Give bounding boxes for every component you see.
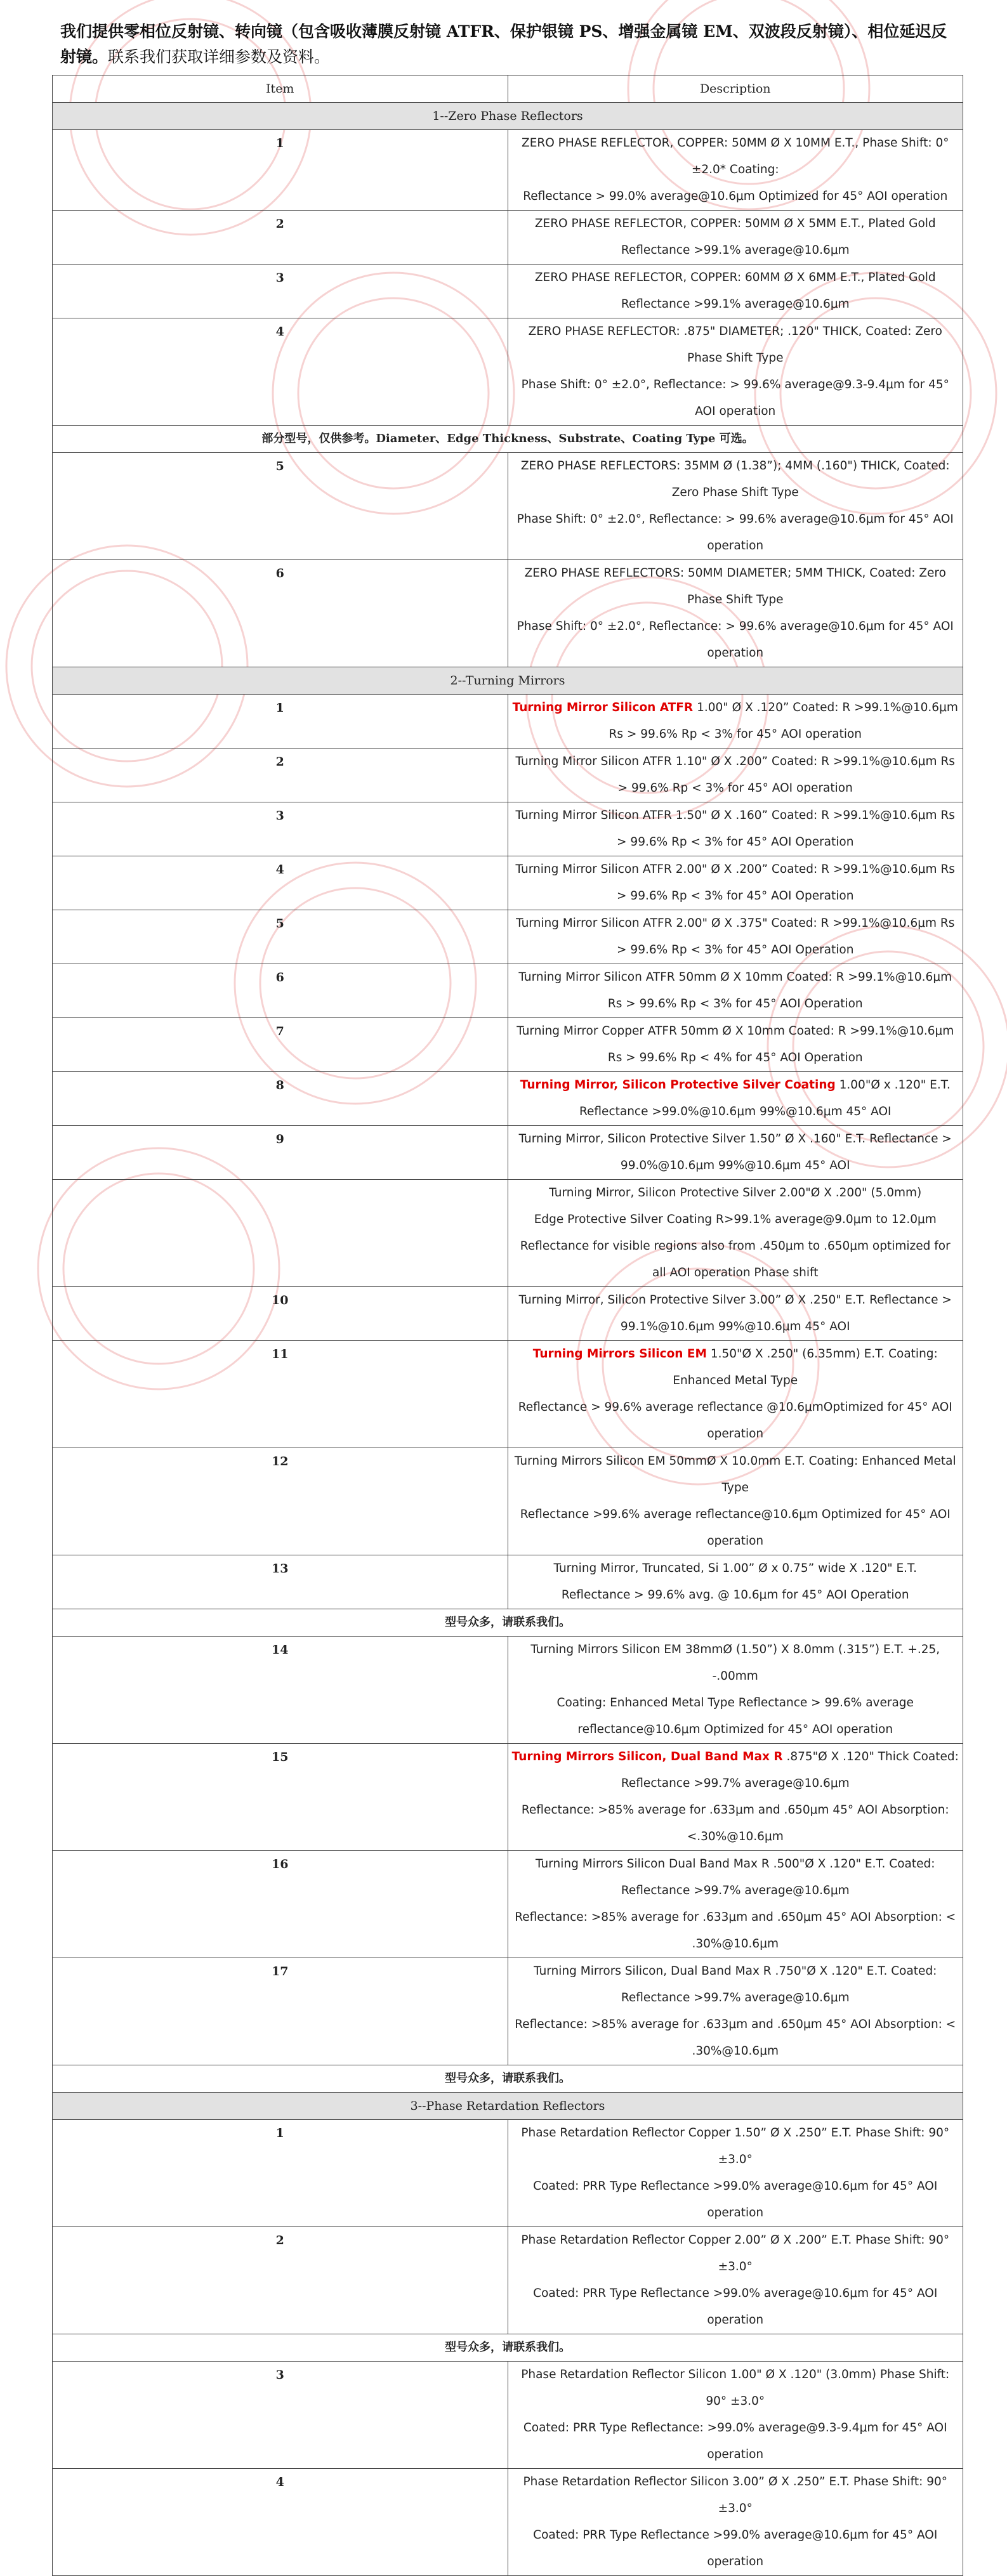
description-text: Turning Mirror, Silicon Protective Silver 2.00"Ø X .200" (5.0mm) [549, 1186, 922, 1200]
description-line [512, 2415, 959, 2468]
description-text: Coated: PRR Type Reflectance: >99.0% average@9.3-9.4μm for 45° AOI operation [523, 2421, 947, 2461]
description-line [512, 910, 959, 964]
description-text: Turning Mirrors Silicon Dual Band Max R .500"Ø X .120" E.T. Coated: Reflectance >99.7% average@10.6μm [536, 1857, 935, 1897]
item-description [508, 130, 963, 211]
item-description [508, 964, 963, 1018]
section-title: 3--Phase Retardation Reflectors [53, 2093, 963, 2120]
table-row [53, 1180, 963, 1287]
section-header-row [53, 103, 963, 130]
description-text: Coated: PRR Type Reflectance >99.0% average@10.6μm for 45° AOI operation [533, 2287, 938, 2327]
item-description [508, 1287, 963, 1341]
table-row [53, 1851, 963, 1958]
description-line [512, 506, 959, 559]
item-number: 4 [53, 856, 508, 910]
description-text: ZERO PHASE REFLECTOR, COPPER: 50MM Ø X 5MM E.T., Plated Gold Reflectance >99.1% average@10.6μm [534, 217, 936, 257]
item-description [508, 318, 963, 426]
highlighted-product-name: Turning Mirrors Silicon, Dual Band Max R [511, 1750, 783, 1763]
table-row [53, 2469, 963, 2576]
description-line [512, 1126, 959, 1179]
item-description [508, 1448, 963, 1555]
item-description [508, 802, 963, 856]
table-row [53, 749, 963, 802]
description-text: Turning Mirror Silicon ATFR 2.00" Ø X .200” Coated: R >99.1%@10.6μm Rs > 99.6% Rp < 3% for 45° AOI Operation [515, 863, 955, 903]
item-number: 17 [53, 1958, 508, 2065]
description-line [512, 1206, 959, 1233]
description-text: ZERO PHASE REFLECTORS: 35MM Ø (1.38”); 4MM (.160") THICK, Coated: Zero Phase Shift Type [520, 459, 950, 499]
description-text: Reflectance: >85% average for .633μm and .650μm 45° AOI Absorption: < .30%@10.6μm [515, 1911, 956, 1951]
item-description [508, 1341, 963, 1448]
description-line [512, 1072, 959, 1125]
description-text: Phase Shift: 0° ±2.0°, Reflectance: > 99.6% average@10.6μm for 45° AOI operation [517, 513, 954, 552]
description-line [512, 318, 959, 372]
table-body [53, 103, 963, 2576]
description-line [512, 2280, 959, 2334]
item-number: 4 [53, 318, 508, 426]
item-description [508, 265, 963, 318]
description-line [512, 1958, 959, 2011]
table-row [53, 211, 963, 265]
description-line [512, 1448, 959, 1501]
description-text: Turning Mirrors Silicon EM 38mmØ (1.50”) X 8.0mm (.315”) E.T. +.25, -.00mm [530, 1643, 940, 1683]
item-number: 2 [53, 211, 508, 265]
description-line [512, 1555, 959, 1582]
table-row [53, 2120, 963, 2227]
table-row [53, 964, 963, 1018]
item-number: 1 [53, 130, 508, 211]
description-line [512, 613, 959, 667]
item-description [508, 1126, 963, 1180]
table-row [53, 2227, 963, 2334]
description-line [512, 1851, 959, 1904]
table-row [53, 560, 963, 667]
item-number: 5 [53, 910, 508, 964]
item-number: 12 [53, 1448, 508, 1555]
table-row [53, 1958, 963, 2065]
description-text: Reflectance > 99.0% average@10.6μm Optimized for 45° AOI operation [523, 190, 948, 203]
description-text: 1.00"Ø x .120" E.T. Reflectance >99.0%@10.6μm 99%@10.6μm 45° AOI [579, 1078, 951, 1118]
description-text: Turning Mirror Silicon ATFR 1.50" Ø X .160” Coated: R >99.1%@10.6μm Rs > 99.6% Rp < 3% for 45° AOI Operation [515, 809, 955, 849]
item-number: 3 [53, 265, 508, 318]
description-text: Turning Mirror Silicon ATFR 1.10" Ø X .200” Coated: R >99.1%@10.6μm Rs > 99.6% Rp < 3% for 45° AOI operation [515, 755, 955, 795]
item-description [508, 560, 963, 667]
note-text: 部分型号，仅供参考。Diameter、Edge Thickness、Substrate、Coating Type 可选。 [53, 426, 963, 453]
description-text: Phase Retardation Reflector Copper 1.50” Ø X .250” E.T. Phase Shift: 90° ±3.0° [521, 2126, 950, 2166]
table-row [53, 1448, 963, 1555]
note-row [53, 2065, 963, 2093]
table-row [53, 1341, 963, 1448]
description-text: Turning Mirror Silicon ATFR 50mm Ø X 10mm Coated: R >99.1%@10.6μm Rs > 99.6% Rp < 3% for 45° AOI Operation [518, 971, 952, 1010]
description-line [512, 1180, 959, 1206]
description-line [512, 2522, 959, 2575]
item-description [508, 749, 963, 802]
table-row [53, 802, 963, 856]
item-number: 4 [53, 2469, 508, 2576]
description-line [512, 130, 959, 183]
description-text: Coating: Enhanced Metal Type Reflectance > 99.6% average reflectance@10.6μm Optimized for 45° AOI operation [556, 1696, 914, 1736]
section-header-row [53, 2093, 963, 2120]
item-number: 3 [53, 802, 508, 856]
description-text: Reflectance >99.6% average reflectance@10.6μm Optimized for 45° AOI operation [520, 1508, 951, 1548]
description-text: ZERO PHASE REFLECTOR, COPPER: 50MM Ø X 10MM E.T., Phase Shift: 0° ±2.0* Coating: [522, 136, 949, 176]
item-description [508, 856, 963, 910]
description-line [512, 964, 959, 1017]
intro-normal-text: 联系我们获取详细参数及资料。 [108, 48, 331, 66]
item-number: 3 [53, 2362, 508, 2469]
description-line [512, 211, 959, 264]
description-line [512, 1233, 959, 1286]
table-row [53, 856, 963, 910]
table-header-row [53, 75, 963, 103]
description-text: Coated: PRR Type Reflectance >99.0% average@10.6μm for 45° AOI operation [533, 2528, 938, 2568]
description-text: Phase Shift: 0° ±2.0°, Reflectance: > 99.6% average@9.3-9.4μm for 45° AOI operation [521, 378, 949, 418]
item-number: 15 [53, 1744, 508, 1851]
item-description [508, 1637, 963, 1744]
item-description [508, 1555, 963, 1609]
table-row [53, 130, 963, 211]
item-number: 1 [53, 695, 508, 749]
table-row [53, 695, 963, 749]
description-line [512, 1744, 959, 1797]
description-text: Phase Shift: 0° ±2.0°, Reflectance: > 99.6% average@10.6μm for 45° AOI operation [517, 620, 954, 660]
description-line [512, 2469, 959, 2522]
note-row [53, 426, 963, 453]
description-text: Turning Mirror, Truncated, Si 1.00” Ø x 0.75” wide X .120" E.T. [553, 1562, 918, 1575]
header-description: Description [508, 75, 963, 103]
item-description [508, 2227, 963, 2334]
item-number [53, 1180, 508, 1287]
highlighted-product-name: Turning Mirror, Silicon Protective Silver Coating [520, 1078, 836, 1092]
table-row [53, 2362, 963, 2469]
table-row [53, 1126, 963, 1180]
item-description [508, 1072, 963, 1126]
item-number: 6 [53, 560, 508, 667]
item-number: 6 [53, 964, 508, 1018]
description-text: ZERO PHASE REFLECTOR: .875" DIAMETER; .120" THICK, Coated: Zero Phase Shift Type [528, 325, 942, 365]
product-spec-table [52, 75, 963, 2576]
description-line [512, 183, 959, 210]
description-line [512, 453, 959, 506]
description-line [512, 749, 959, 802]
table-row [53, 1018, 963, 1072]
table-row [53, 1744, 963, 1851]
item-description [508, 695, 963, 749]
description-line [512, 1018, 959, 1071]
description-text: Coated: PRR Type Reflectance >99.0% average@10.6μm for 45° AOI operation [533, 2180, 938, 2220]
table-row [53, 1637, 963, 1744]
description-text: Turning Mirror, Silicon Protective Silver 1.50” Ø X .160" E.T. Reflectance > 99.0%@10.6μm 99%@10.6μm 45° AOI [518, 1132, 952, 1172]
item-number: 5 [53, 453, 508, 560]
description-line [512, 2227, 959, 2280]
description-line [512, 802, 959, 856]
description-text: ZERO PHASE REFLECTORS: 50MM DIAMETER; 5MM THICK, Coated: Zero Phase Shift Type [524, 566, 946, 606]
header-item: Item [53, 75, 508, 103]
description-text: Edge Protective Silver Coating R>99.1% average@9.0μm to 12.0μm [534, 1213, 937, 1226]
table-row [53, 265, 963, 318]
description-text: 1.00" Ø X .120” Coated: R >99.1%@10.6μm Rs > 99.6% Rp < 3% for 45° AOI operation [609, 701, 958, 741]
description-line [512, 1690, 959, 1743]
description-text: 1.50"Ø X .250" (6.35mm) E.T. Coating: Enhanced Metal Type [673, 1347, 938, 1387]
highlighted-product-name: Turning Mirror Silicon ATFR [512, 701, 694, 714]
description-line [512, 2173, 959, 2226]
note-row [53, 1609, 963, 1637]
description-line [512, 2011, 959, 2065]
description-text: Reflectance > 99.6% average reflectance @10.6μmOptimized for 45° AOI operation [518, 1401, 952, 1441]
section-title: 1--Zero Phase Reflectors [53, 103, 963, 130]
item-number: 16 [53, 1851, 508, 1958]
item-description [508, 1958, 963, 2065]
description-text: Reflectance for visible regions also from .450μm to .650μm optimized for all AOI operation Phase shift [520, 1239, 951, 1279]
item-number: 13 [53, 1555, 508, 1609]
section-title: 2--Turning Mirrors [53, 667, 963, 695]
table-row [53, 1555, 963, 1609]
item-number: 1 [53, 2120, 508, 2227]
description-text: Phase Retardation Reflector Silicon 3.00” Ø X .250” E.T. Phase Shift: 90° ±3.0° [523, 2475, 948, 2515]
description-line [512, 695, 959, 748]
description-line [512, 1582, 959, 1609]
item-number: 7 [53, 1018, 508, 1072]
table-row [53, 318, 963, 426]
note-text: 型号众多，请联系我们。 [53, 1609, 963, 1637]
section-header-row [53, 667, 963, 695]
description-line [512, 1394, 959, 1448]
item-number: 2 [53, 2227, 508, 2334]
item-description [508, 2120, 963, 2227]
item-description [508, 1744, 963, 1851]
description-line [512, 2362, 959, 2415]
description-line [512, 372, 959, 425]
description-line [512, 265, 959, 318]
table-row [53, 453, 963, 560]
description-text: Turning Mirrors Silicon, Dual Band Max R .750"Ø X .120" E.T. Coated: Reflectance >99.7% average@10.6μm [534, 1965, 937, 2004]
item-number: 10 [53, 1287, 508, 1341]
note-text: 型号众多，请联系我们。 [53, 2334, 963, 2362]
item-number: 11 [53, 1341, 508, 1448]
description-text: Turning Mirror Copper ATFR 50mm Ø X 10mm Coated: R >99.1%@10.6μm Rs > 99.6% Rp < 4% for 45° AOI Operation [517, 1024, 954, 1064]
item-number: 2 [53, 749, 508, 802]
description-line [512, 856, 959, 910]
item-description [508, 1851, 963, 1958]
item-description [508, 2469, 963, 2576]
highlighted-product-name: Turning Mirrors Silicon EM [532, 1347, 707, 1361]
description-text: ZERO PHASE REFLECTOR, COPPER: 60MM Ø X 6MM E.T., Plated Gold Reflectance >99.1% average@10.6μm [534, 271, 936, 311]
description-line [512, 1797, 959, 1850]
item-description [508, 453, 963, 560]
item-number: 14 [53, 1637, 508, 1744]
note-text: 型号众多，请联系我们。 [53, 2065, 963, 2093]
description-text: Phase Retardation Reflector Copper 2.00” Ø X .200” E.T. Phase Shift: 90° ±3.0° [521, 2233, 950, 2273]
note-row [53, 2334, 963, 2362]
description-text: Reflectance: >85% average for .633μm and .650μm 45° AOI Absorption: <.30%@10.6μm [521, 1803, 949, 1843]
description-text: Turning Mirror Silicon ATFR 2.00" Ø X .375" Coated: R >99.1%@10.6μm Rs > 99.6% Rp < 3% for 45° AOI Operation [516, 917, 955, 957]
description-text: .875"Ø X .120" Thick Coated: Reflectance >99.7% average@10.6μm [621, 1750, 959, 1790]
table-row [53, 1287, 963, 1341]
description-text: Turning Mirrors Silicon EM 50mmØ X 10.0mm E.T. Coating: Enhanced Metal Type [514, 1455, 956, 1494]
table-row [53, 910, 963, 964]
item-number: 8 [53, 1072, 508, 1126]
item-number: 9 [53, 1126, 508, 1180]
table-row [53, 1072, 963, 1126]
description-text: Reflectance: >85% average for .633μm and .650μm 45° AOI Absorption: < .30%@10.6μm [515, 2018, 956, 2058]
description-line [512, 560, 959, 613]
item-description [508, 1180, 963, 1287]
description-text: Reflectance > 99.6% avg. @ 10.6μm for 45° AOI Operation [561, 1588, 909, 1602]
description-text: Turning Mirror, Silicon Protective Silver 3.00” Ø X .250" E.T. Reflectance > 99.1%@10.6μm 99%@10.6μm 45° AOI [518, 1293, 952, 1333]
item-description [508, 910, 963, 964]
description-line [512, 2120, 959, 2173]
item-description [508, 211, 963, 265]
description-line [512, 1501, 959, 1555]
intro-paragraph [60, 19, 961, 70]
item-description [508, 2362, 963, 2469]
description-line [512, 1341, 959, 1394]
description-line [512, 1904, 959, 1958]
description-line [512, 1287, 959, 1340]
intro-bold-text: 我们提供零相位反射镜、转向镜（包含吸收薄膜反射镜 ATFR、保护银镜 PS、增强金属镜 EM、双波段反射镜）、相位延迟反射镜。 [60, 22, 947, 66]
item-description [508, 1018, 963, 1072]
description-line [512, 1637, 959, 1690]
description-text: Phase Retardation Reflector Silicon 1.00" Ø X .120" (3.0mm) Phase Shift: 90° ±3.0° [521, 2368, 950, 2408]
